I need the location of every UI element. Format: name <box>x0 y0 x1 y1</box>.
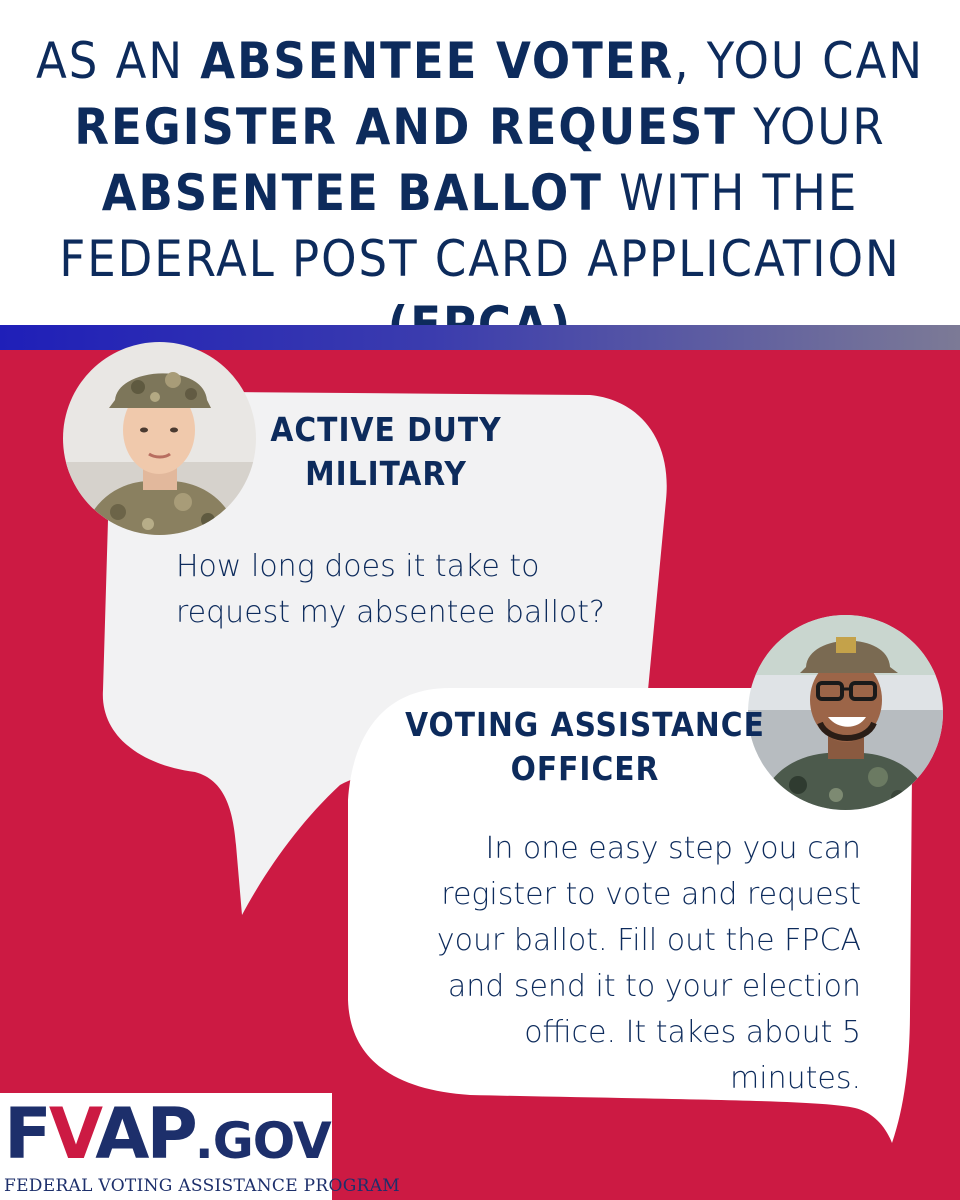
logo-subtitle: FEDERAL VOTING ASSISTANCE PROGRAM <box>4 1176 400 1196</box>
fvap-wordmark <box>4 1095 331 1180</box>
speaker-line-1: ACTIVE DUTY <box>270 410 502 449</box>
speaker-line-1: VOTING ASSISTANCE <box>405 705 765 744</box>
question-message: How long does it take to request my absentee ballot? <box>176 549 605 630</box>
navy-officer-avatar <box>748 615 943 810</box>
female-soldier-photo-icon <box>63 342 256 535</box>
headline-text: YOUR <box>736 98 886 156</box>
speaker-label-voting-assistance-officer <box>400 703 770 791</box>
headline-text: AS AN <box>36 32 201 90</box>
logo-letter-v-checkmark: V <box>48 1093 96 1175</box>
speaker-line-2: MILITARY <box>305 454 467 493</box>
fvap-logo[interactable] <box>0 1093 400 1200</box>
headline-text: WITH THE FEDERAL POST CARD APPLICATION <box>59 164 901 288</box>
headline-emphasis: REGISTER AND REQUEST <box>74 98 737 156</box>
speaker-line-2: OFFICER <box>510 749 660 788</box>
headline-emphasis: ABSENTEE BALLOT <box>101 164 603 222</box>
logo-letter-f: F <box>4 1093 49 1175</box>
female-soldier-avatar <box>63 342 256 535</box>
headline-text: , YOU CAN <box>674 32 924 90</box>
navy-officer-photo-icon <box>748 615 943 810</box>
headline-emphasis: ABSENTEE VOTER <box>200 32 675 90</box>
speaker-label-active-duty-military <box>258 408 514 496</box>
logo-letters-ap: AP <box>95 1093 195 1175</box>
logo-domain: .GOV <box>194 1112 331 1170</box>
answer-message: In one easy step you can register to vote and request your ballot. Fill out the FPCA and send it to your election office. It takes about 5 minutes. <box>436 831 861 1096</box>
